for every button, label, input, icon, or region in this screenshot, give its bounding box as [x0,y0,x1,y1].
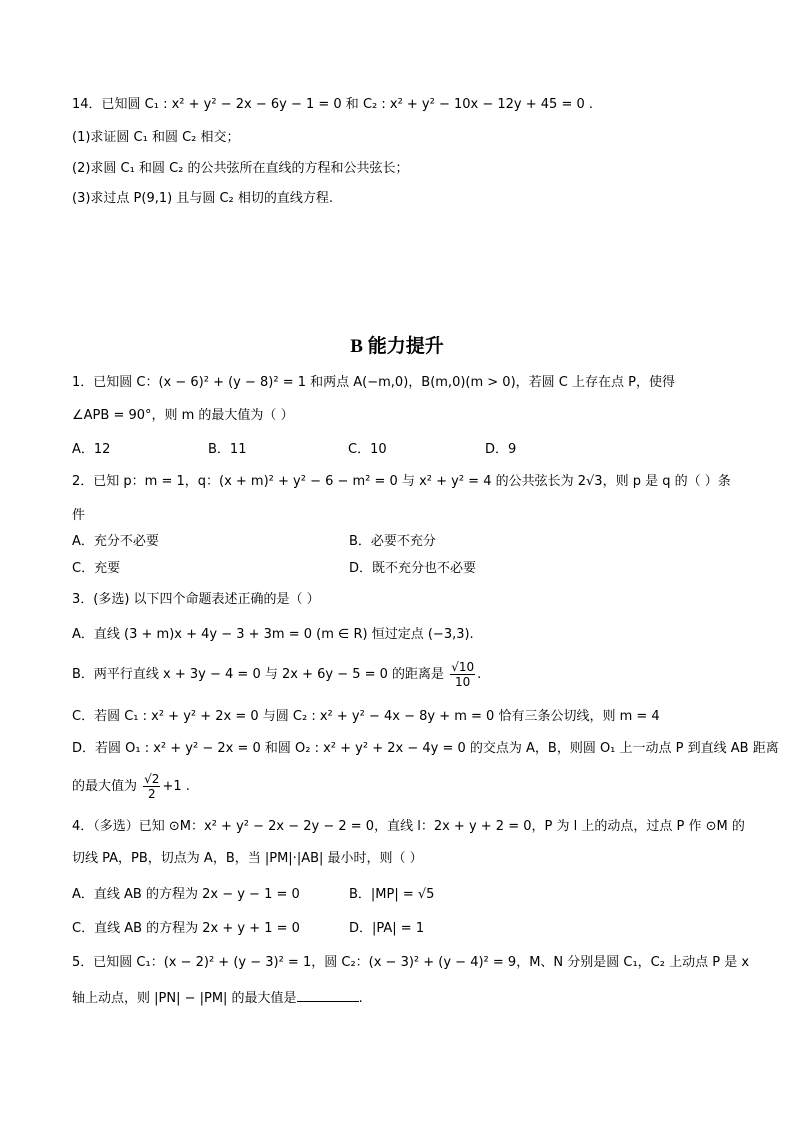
q2-option-d: D．既不充分也不必要 [349,561,477,576]
fraction-numerator: √2 [144,772,160,786]
q4-option-d: D．|PA| = 1 [349,921,425,936]
fraction-denominator: 10 [455,675,471,689]
q5-stem-line2 [72,989,363,1005]
q3-option-b-fraction [450,661,475,688]
q4-options-row2 [72,922,722,935]
q2-options-row1 [72,535,722,548]
q14-part1: (1)求证圆 C₁ 和圆 C₂ 相交； [72,130,240,145]
q14-stem: 14．已知圆 C₁ : x² + y² − 2x − 6y − 1 = 0 和 C₂ : x² + y² − 10x − 12y + 45 = 0 . [72,97,594,112]
q3-option-b-end: . [477,667,482,682]
q2-option-b: B．必要不充分 [349,534,436,549]
q4-option-c: C．直线 AB 的方程为 2x + y + 1 = 0 [72,921,300,936]
q5-stem-line1: 5．已知圆 C₁：(x − 2)² + (y − 3)² = 1，圆 C₂：(x − 3)² + (y − 4)² = 9，M、N 分别是圆 C₁，C₂ 上动点 P 是 x [72,955,750,970]
q4-option-a: A．直线 AB 的方程为 2x − y − 1 = 0 [72,887,300,902]
q4-options-row1 [72,888,722,901]
answer-blank [297,989,359,1002]
section-title: B 能力提升 [350,336,444,357]
q3-option-b-text: B．两平行直线 x + 3y − 4 = 0 与 2x + 6y − 5 = 0 的距离是 [72,667,445,682]
q2-option-c: C．充要 [72,561,121,576]
q5-stem-end: . [358,991,363,1006]
q4-stem-line1: 4．（多选）已知 ⊙M：x² + y² − 2x − 2y − 2 = 0，直线 l：2x + y + 2 = 0，P 为 l 上的动点，过点 P 作 ⊙M 的 [72,819,745,834]
q14-part3: (3)求过点 P(9,1) 且与圆 C₂ 相切的直线方程. [72,191,334,206]
q1-option-c: C．10 [348,442,387,457]
q1-stem-line2: ∠APB = 90°，则 m 的最大值为（ ） [72,408,294,423]
q3-option-d-line1: D．若圆 O₁ : x² + y² − 2x = 0 和圆 O₂ : x² + y² + 2x − 4y = 0 的交点为 A，B，则圆 O₁ 上一动点 P 到直线 AB 距离 [72,741,779,756]
q3-stem: 3．(多选) 以下四个命题表述正确的是（ ） [72,592,320,607]
q1-stem-line1: 1．已知圆 C：(x − 6)² + (y − 8)² = 1 和两点 A(−m,0)，B(m,0)(m > 0)，若圆 C 上存在点 P，使得 [72,375,675,390]
fraction-numerator: √10 [451,660,475,674]
q3-option-c: C．若圆 C₁ : x² + y² + 2x = 0 与圆 C₂ : x² + y² − 4x − 8y + m = 0 恰有三条公切线，则 m = 4 [72,709,660,724]
q2-option-a: A．充分不必要 [72,534,159,549]
q1-option-a: A．12 [72,442,111,457]
q1-option-d: D．9 [485,442,517,457]
q1-option-b: B．11 [208,442,247,457]
q5-stem-text: 轴上动点，则 |PN| − |PM| 的最大值是 [72,991,297,1006]
q2-options-row2 [72,562,722,575]
q3-option-d-text: 的最大值为 [72,779,138,794]
q3-option-d-fraction [143,773,160,800]
q14-part2: (2)求圆 C₁ 和圆 C₂ 的公共弦所在直线的方程和公共弦长； [72,161,409,176]
q4-stem-line2: 切线 PA，PB，切点为 A，B，当 |PM|·|AB| 最小时，则（ ） [72,851,423,866]
q2-stem-line2: 件 [72,508,86,523]
q3-option-b [72,661,481,688]
q3-option-d-line2 [72,773,190,800]
fraction-denominator: 2 [147,787,156,801]
q3-option-a: A．直线 (3 + m)x + 4y − 3 + 3m = 0 (m ∈ R) 恒过定点 (−3,3). [72,627,474,642]
q2-stem-line1: 2．已知 p：m = 1，q：(x + m)² + y² − 6 − m² = 0 与 x² + y² = 4 的公共弦长为 2√3，则 p 是 q 的（ ）条 [72,474,731,489]
q3-option-d-end: +1 . [162,779,190,794]
q4-option-b: B．|MP| = √5 [349,887,435,902]
